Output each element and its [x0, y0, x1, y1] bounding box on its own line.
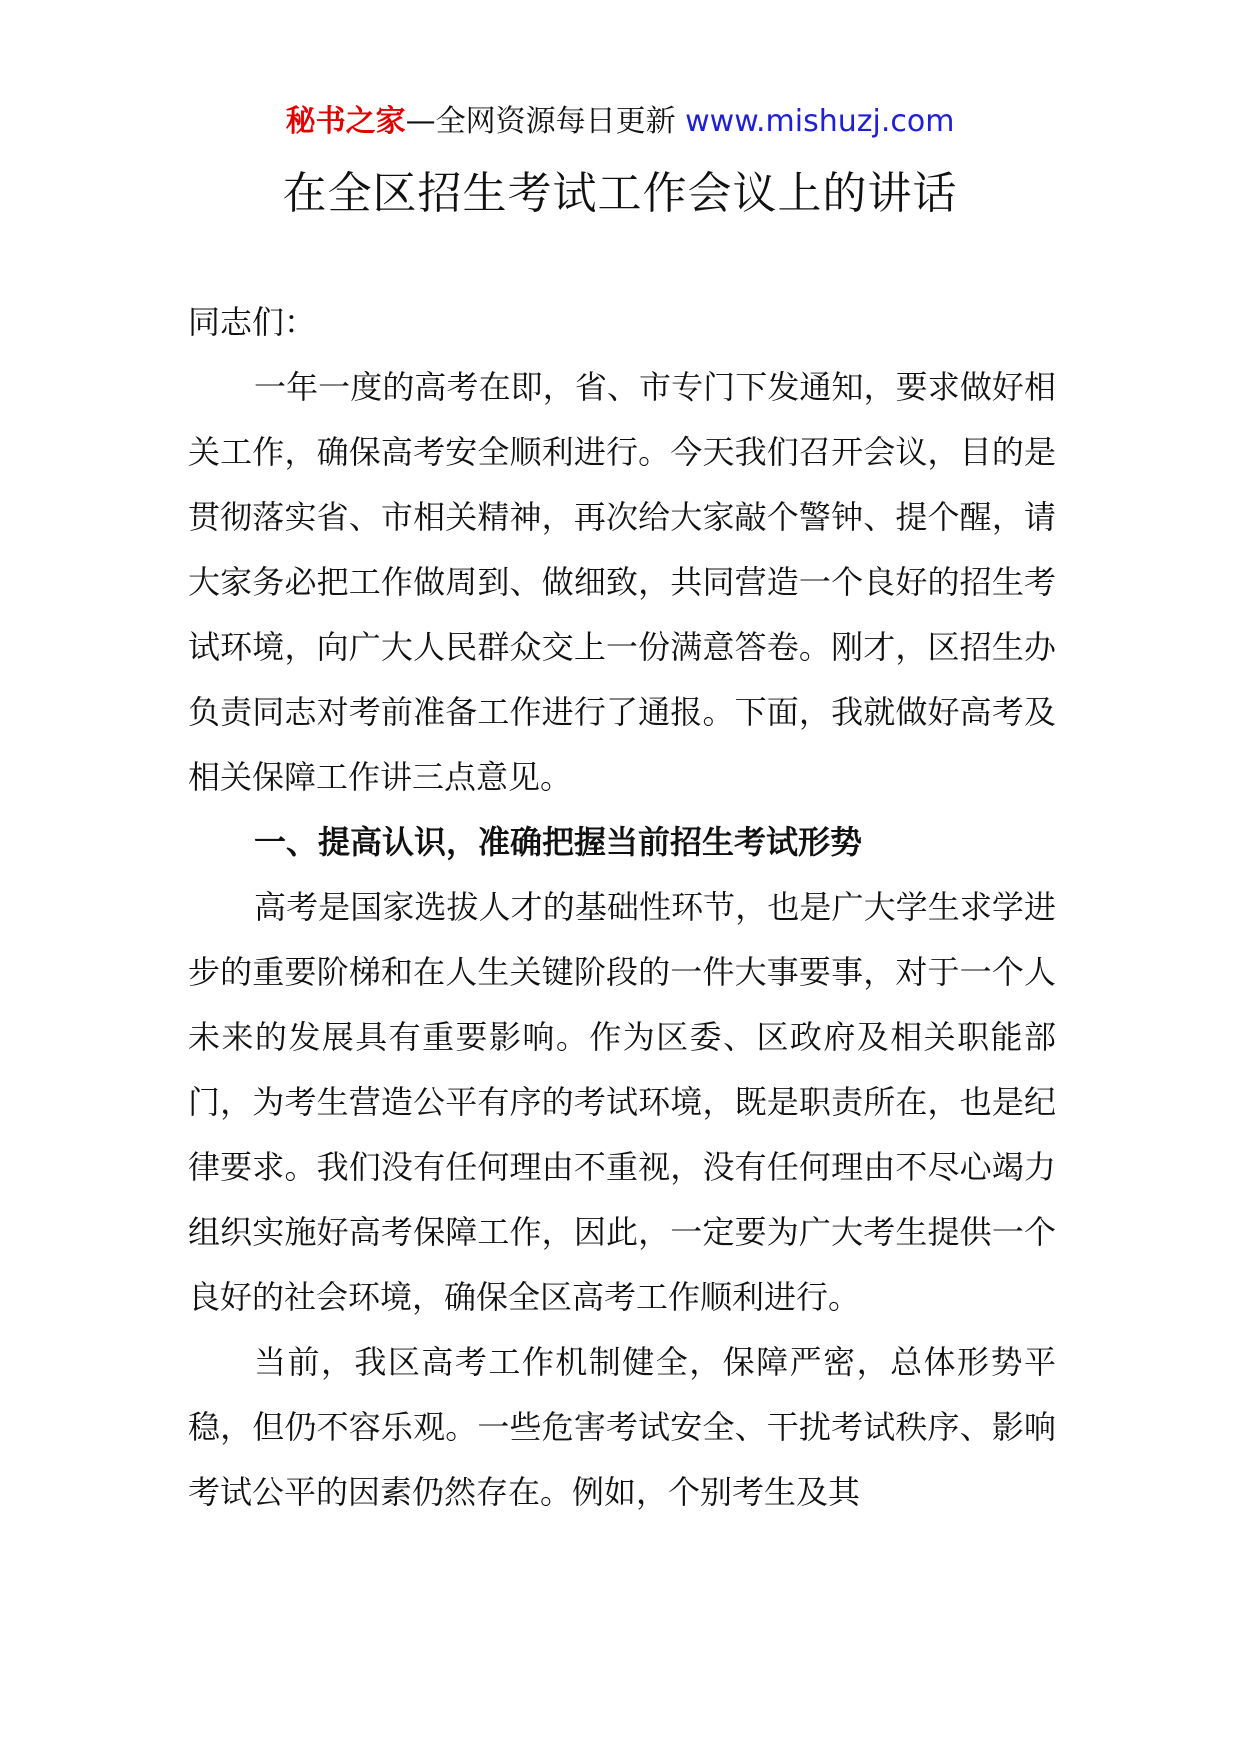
document-title: 在全区招生考试工作会议上的讲话	[282, 168, 958, 219]
paragraph-intro: 一年一度的高考在即，省、市专门下发通知，要求做好相关工作，确保高考安全顺利进行。今天我们召开会议，目的是贯彻落实省、市相关精神，再次给大家敲个警钟、提个醒，请大家务必把工作做周到、做细致，共同营造一个良好的招生考试环境，向广大人民群众交上一份满意答卷。刚才，区招生办负责同志对考前准备工作进行了通报。下面，我就做好高考及相关保障工作讲三点意见。	[188, 368, 1056, 796]
site-header	[0, 100, 1240, 144]
section-heading-1: 一、提高认识，准确把握当前招生考试形势	[254, 823, 863, 861]
paragraph-section-1-a: 高考是国家选拔人才的基础性环节，也是广大学生求学进步的重要阶梯和在人生关键阶段的一件大事要事，对于一个人未来的发展具有重要影响。作为区委、区政府及相关职能部门，为考生营造公平有序的考试环境，既是职责所在，也是纪律要求。我们没有任何理由不重视，没有任何理由不尽心竭力组织实施好高考保障工作，因此，一定要为广大考生提供一个良好的社会环境，确保全区高考工作顺利进行。	[188, 888, 1056, 1316]
brand-name: 秘书之家	[285, 104, 406, 139]
salutation: 同志们：	[188, 303, 317, 341]
document-body	[188, 290, 1056, 1525]
header-tagline: —全网资源每日更新	[405, 104, 686, 139]
site-url: www.mishuzj.com	[685, 104, 955, 139]
paragraph-section-1-b: 当前，我区高考工作机制健全，保障严密，总体形势平稳，但仍不容乐观。一些危害考试安全、干扰考试秩序、影响考试公平的因素仍然存在。例如，个别考生及其	[188, 1343, 1056, 1511]
